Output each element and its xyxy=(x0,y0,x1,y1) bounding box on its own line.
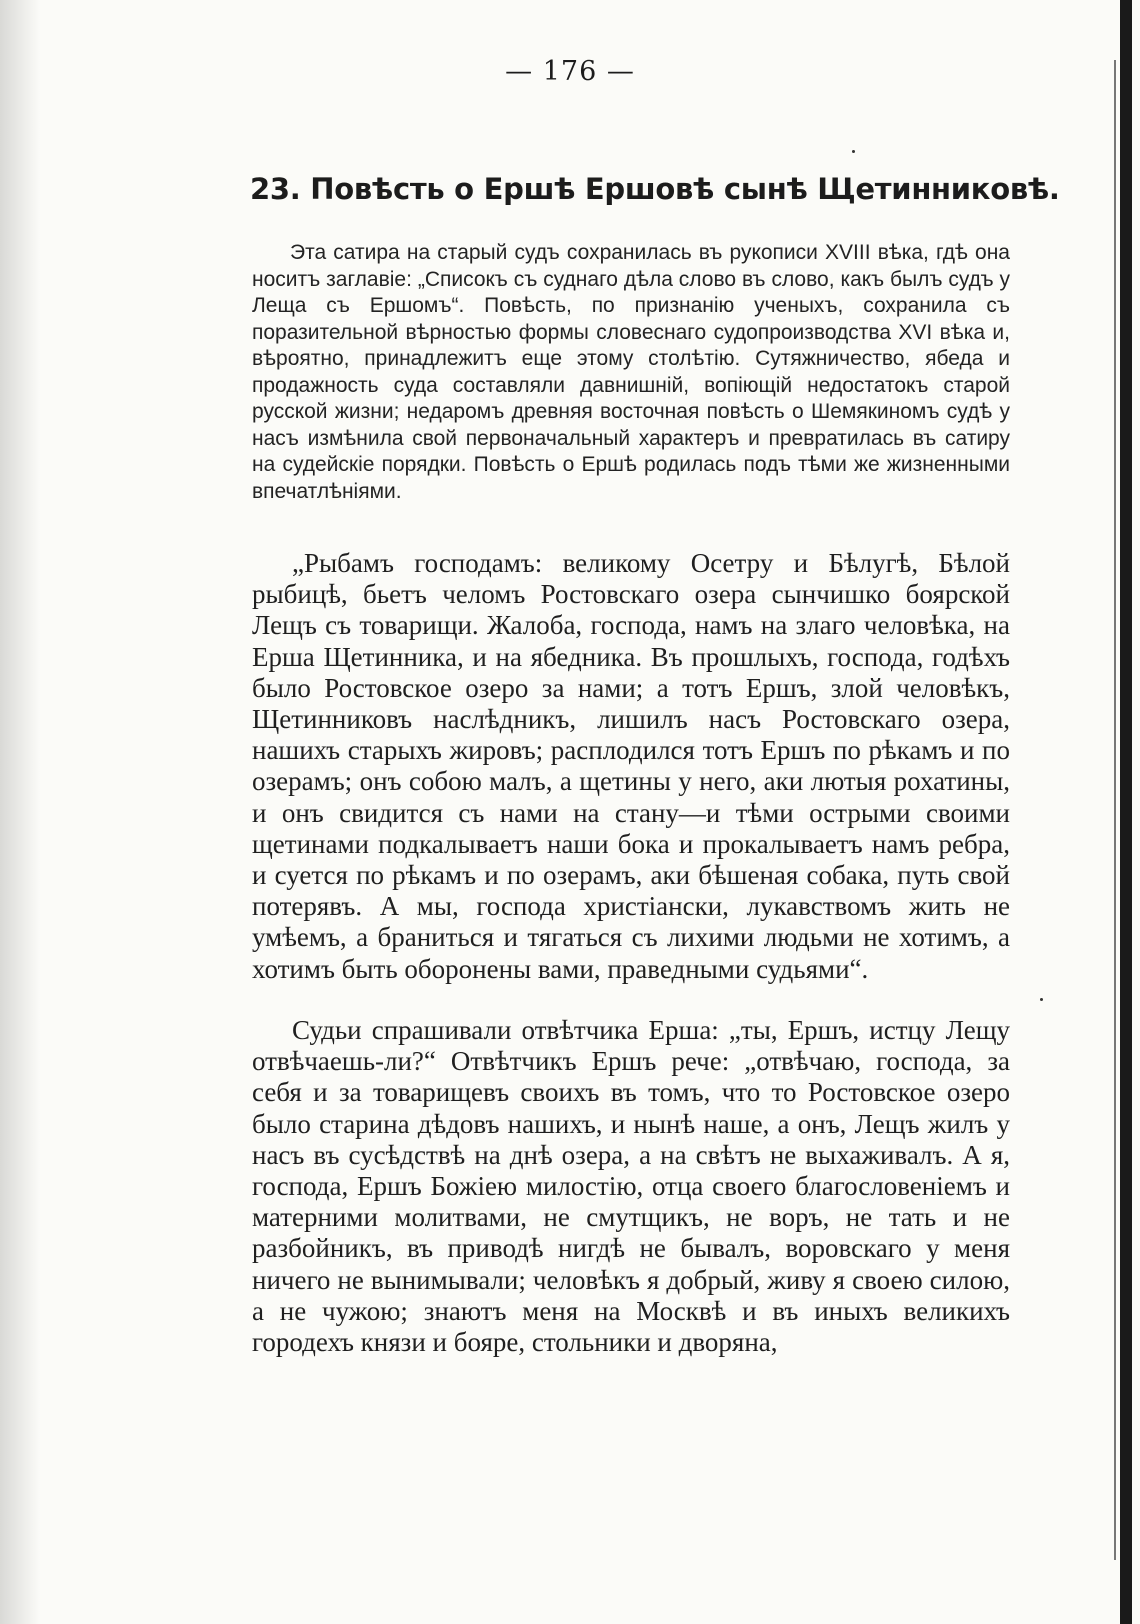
chapter-title: 23. Повѣсть о Ершѣ Ершовѣ сынѣ Щетинниковѣ. xyxy=(250,172,1060,206)
binding-shadow xyxy=(0,0,40,1624)
intro-paragraph: Эта сатира на старый судъ сохранилась въ рукописи XVIII вѣка, гдѣ она носитъ заглавіе: „Списокъ съ суднаго дѣла слово въ слово, какъ былъ судъ у Леща съ Ершомъ“. Повѣсть, по признанію ученыхъ, сохранила съ поразительной вѣрностью формы словеснаго судопроизводства XVI вѣка и, вѣроятно, принадлежитъ еще этому столѣтію. Сутяжничество, ябеда и продажность суда составляли давнишній, вопіющій недостатокъ старой русской жизни; недаромъ древняя восточная повѣсть о Шемякиномъ судѣ у насъ измѣнила свой первоначальный характеръ и превратилась въ сатиру на судейскіе порядки. Повѣсть о Ершѣ родилась подъ тѣми же жизненными впечатлѣніями. xyxy=(252,241,1010,503)
scan-speck xyxy=(852,150,855,153)
scan-speck xyxy=(1040,998,1043,1001)
page-edge-line xyxy=(1114,60,1116,1560)
page-number: — 176 — xyxy=(505,56,635,87)
body-paragraph-1: „Рыбамъ господамъ: великому Осетру и Бѣлугѣ, Бѣлой рыбицѣ, бьетъ челомъ Ростовскаго озера сынчишко боярской Лещъ съ товарищи. Жалоба, господа, намъ на злаго человѣка, на Ерша Щетинника, и на ябедника. Въ прошлыхъ, господа, годѣхъ было Ростовское озеро за нами; а тотъ Ершъ, злой человѣкъ, Щетинниковъ наслѣдникъ, лишилъ насъ Ростовскаго озера, нашихъ старыхъ жировъ; расплодился тотъ Ершъ по рѣкамъ и по озерамъ; онъ собою малъ, а щетины у него, аки лютыя рохатины, и онъ свидится съ нами на стану—и тѣми острыми своими щетинами подкалываетъ наши бока и прокалываетъ намъ ребра, и суется по рѣкамъ и по озерамъ, аки бѣшеная собака, путь свой потерявъ. А мы, господа христіански, лукавствомъ жить не умѣемъ, а браниться и тягаться съ лихими людьми не хотимъ, а хотимъ быть оборонены вами, праведными судьями“. xyxy=(252,548,1010,984)
body-paragraph-2: Судьи спрашивали отвѣтчика Ерша: „ты, Ершъ, истцу Лещу отвѣчаешь-ли?“ Отвѣтчикъ Ершъ рече: „отвѣчаю, господа, за себя и за товарищевъ своихъ въ томъ, что то Ростовское озеро было старина дѣдовъ нашихъ, и нынѣ наше, а онъ, Лещъ жилъ у насъ въ сусѣдствѣ на днѣ озера, а на свѣтъ не выхаживалъ. А я, господа, Ершъ Божіею милостію, отца своего благословеніемъ и матерними молитвами, не смутщикъ, не воръ, не тать и не разбойникъ, въ приводѣ нигдѣ не бывалъ, воровскаго у меня ничего не вынимывали; человѣкъ я добрый, живу я своею силою, а не чужою; знаютъ меня на Москвѣ и въ иныхъ великихъ городехъ князи и бояре, стольники и дворяна, xyxy=(252,1015,1010,1358)
page-edge xyxy=(1120,0,1132,1624)
